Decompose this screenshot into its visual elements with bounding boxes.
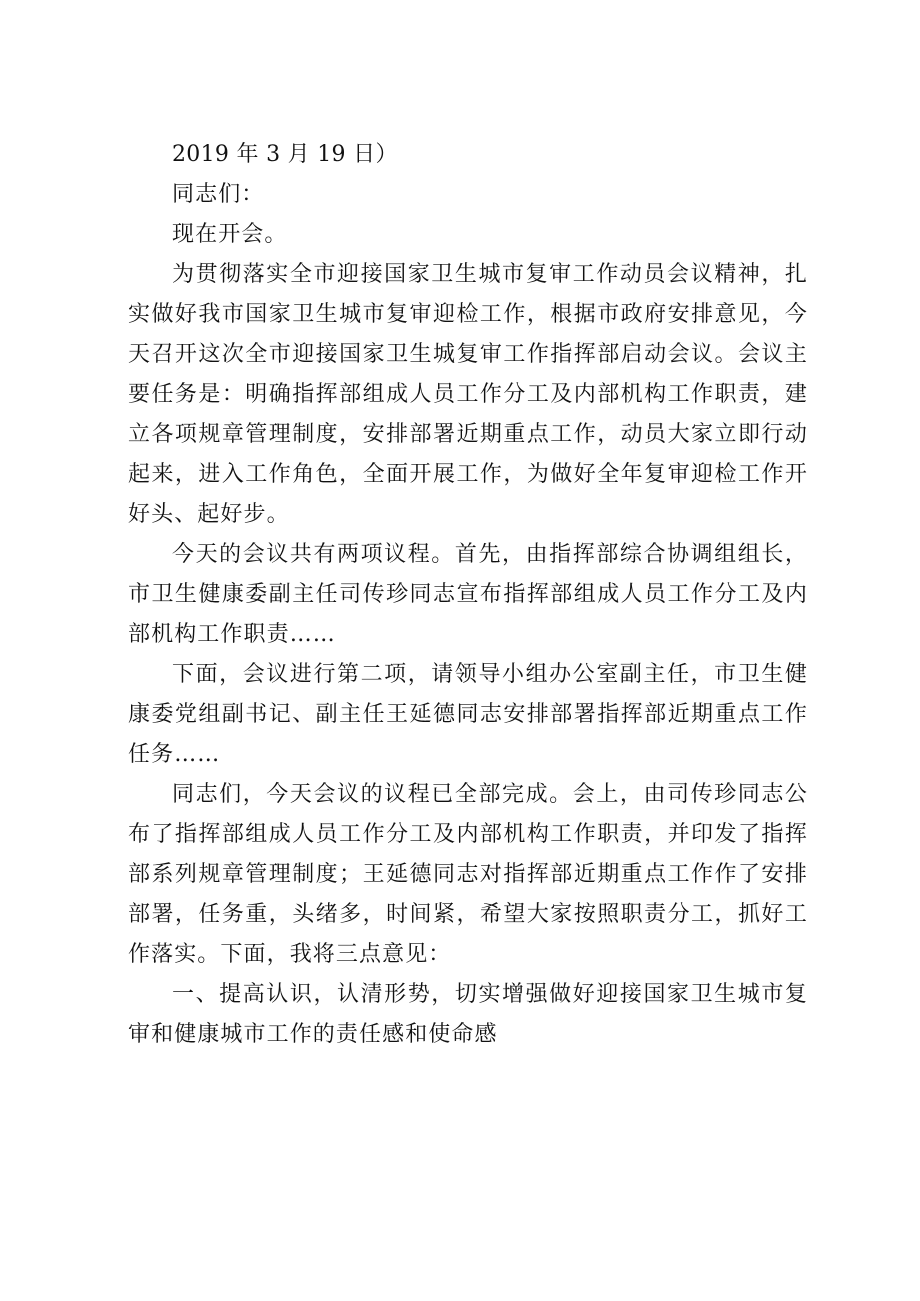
date-line: 2019 年 3 月 19 日）: [172, 142, 398, 167]
paragraph-second-item: 下面，会议进行第二项，请领导小组办公室副主任，市卫生健康委党组副书记、副主任王延德同志安排部署指挥部近期重点工作任务……: [128, 662, 808, 767]
opening-statement: 现在开会。: [172, 222, 288, 247]
paragraph-summary: 同志们，今天会议的议程已全部完成。会上，由司传珍同志公布了指挥部组成人员工作分工及内部机构工作职责，并印发了指挥部系列规章管理制度；王延德同志对指挥部近期重点工作作了安排部署，任务重，头绪多，时间紧，希望大家按照职责分工，抓好工作落实。下面，我将三点意见：: [128, 782, 808, 967]
paragraph-agenda: 今天的会议共有两项议程。首先，由指挥部综合协调组组长，市卫生健康委副主任司传珍同志宣布指挥部组成人员工作分工及内部机构工作职责……: [128, 542, 808, 647]
paragraph-purpose: 为贯彻落实全市迎接国家卫生城市复审工作动员会议精神，扎实做好我市国家卫生城市复审迎检工作，根据市政府安排意见，今天召开这次全市迎接国家卫生城复审工作指挥部启动会议。会议主要任务是：明确指挥部组成人员工作分工及内部机构工作职责，建立各项规章管理制度，安排部署近期重点工作，动员大家立即行动起来，进入工作角色，全面开展工作，为做好全年复审迎检工作开好头、起好步。: [128, 262, 808, 527]
document-body: [128, 135, 808, 1055]
salutation: 同志们：: [172, 182, 265, 207]
section-heading-one: 一、提高认识，认清形势，切实增强做好迎接国家卫生城市复审和健康城市工作的责任感和使命感: [128, 982, 808, 1047]
